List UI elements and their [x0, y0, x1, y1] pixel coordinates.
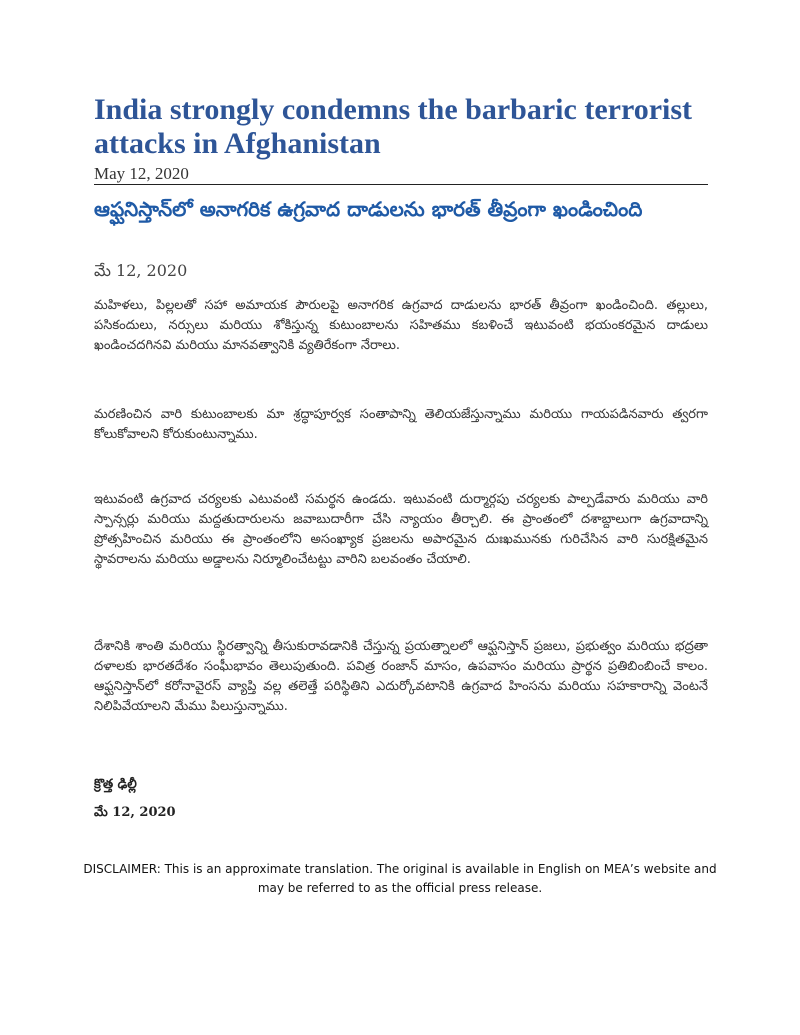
english-date: May 12, 2020 — [94, 164, 189, 183]
body-paragraph-1: మహిళలు, పిల్లలతో సహా అమాయక పౌరులపై అనాగరిక ఉగ్రవాద దాడులను భారత్ తీవ్రంగా ఖండించింది. తల్లులు, పసికందులు, నర్సులు మరియు శోకిస్తున్న కుటుంబాలను సహితము కబళించే ఇటువంటి భయంకరమైన దాడులు ఖండించదగినవి మరియు మానవత్వానికి వ్యతిరేకంగా నేరాలు. — [94, 298, 708, 353]
telugu-date: మే 12, 2020 — [94, 261, 188, 280]
signature-place: క్రొత్త ఢిల్లీ — [94, 777, 137, 792]
title-divider — [94, 184, 708, 185]
body-paragraph-2: మరణించిన వారి కుటుంబాలకు మా శ్రద్ధాపూర్వక సంతాపాన్ని తెలియజేస్తున్నాము మరియు గాయపడినవారు త్వరగా కోలుకోవాలని కోరుకుంటున్నాము. — [94, 407, 708, 442]
body-paragraph-4: దేశానికి శాంతి మరియు స్థిరత్వాన్ని తీసుకురావడానికి చేస్తున్న ప్రయత్నాలలో ఆఫ్ఘనిస్తాన్ ప్రజలు, ప్రభుత్వం మరియు భద్రతా దళాలకు భారతదేశం సంఘీభావం తెలుపుతుంది. పవిత్ర రంజాన్ మాసం, ఉపవాసం మరియు ప్రార్థన ప్రతిబింబించే కాలం. ఆఫ్ఘనిస్తాన్‌లో కరోనావైరస్ వ్యాప్తి వల్ల తలెత్తే పరిస్థితిని ఎదుర్కోవటానికి ఉగ్రవాద హింసను మరియు సహకారాన్ని వెంటనే నిలిపివేయాలని మేము పిలుస్తున్నాము. — [94, 639, 708, 714]
disclaimer-note: DISCLAIMER: This is an approximate translation. The original is available in English on MEA’s website and may be referred to as the official press release. — [83, 862, 717, 895]
page-title: India strongly condemns the barbaric terrorist attacks in Afghanistan — [94, 93, 693, 160]
telugu-title: ఆఫ్ఘనిస్తాన్‌లో అనాగరిక ఉగ్రవాద దాడులను భారత్ తీవ్రంగా ఖండించింది — [94, 197, 643, 221]
signature-date: మే 12, 2020 — [94, 805, 176, 820]
body-paragraph-3: ఇటువంటి ఉగ్రవాద చర్యలకు ఎటువంటి సమర్థన ఉండదు. ఇటువంటి దుర్మార్గపు చర్యలకు పాల్పడేవారు మరియు వారి స్పాన్సర్లు మరియు మద్దతుదారులను జవాబుదారీగా చేసి న్యాయం తీర్చాలి. ఈ ప్రాంతంలో దశాబ్దాలుగా ఉగ్రవాదాన్ని ప్రోత్సహించిన మరియు ఈ ప్రాంతంలోని అసంఖ్యాక ప్రజలను అపారమైన దుఃఖమునకు గురిచేసిన వారి సురక్షితమైన స్థావరాలను మరియు అడ్డాలను నిర్మూలించేటట్టు వారిని బలవంతం చేయాలి. — [94, 492, 708, 567]
